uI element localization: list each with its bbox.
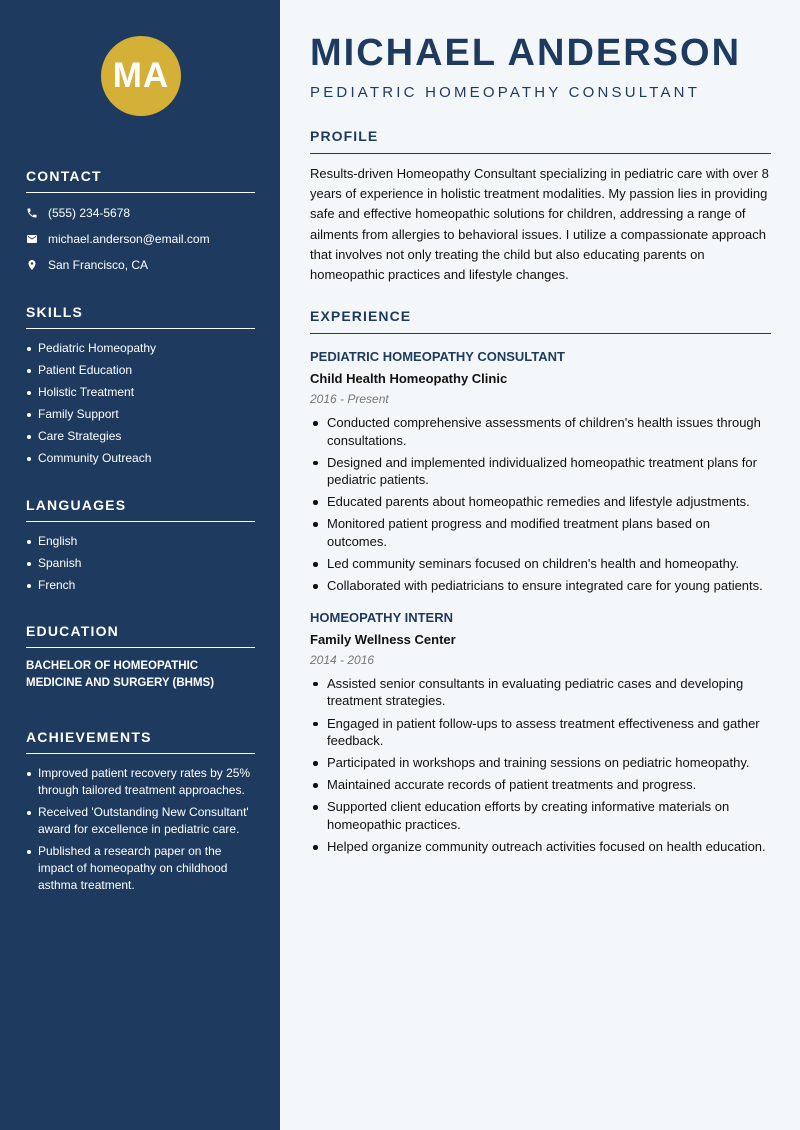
job-title: PEDIATRIC HOMEOPATHY CONSULTANT: [310, 349, 565, 364]
skills-list: [26, 340, 255, 467]
phone-text: (555) 234-5678: [48, 206, 131, 220]
job-bullet: Assisted senior consultants in evaluating pediatric cases and developing treatment strategies.: [310, 675, 771, 710]
job-bullet: Educated parents about homeopathic remedies and lifestyle adjustments.: [310, 493, 771, 511]
sidebar: [0, 0, 280, 1130]
language-item: Spanish: [26, 555, 255, 572]
job-bullet: Led community seminars focused on children's health and homeopathy.: [310, 555, 771, 573]
job-bullets: [310, 675, 771, 856]
skill-item: Pediatric Homeopathy: [26, 340, 255, 357]
contact-list: [26, 205, 255, 273]
skill-item: Community Outreach: [26, 450, 255, 467]
experience-heading: EXPERIENCE: [310, 308, 771, 334]
job-dates: 2016 - Present: [310, 392, 389, 406]
profile-heading: PROFILE: [310, 128, 771, 154]
job-bullet: Designed and implemented individualized homeopathic treatment plans for pediatric patients.: [310, 454, 771, 489]
location-text: San Francisco, CA: [48, 258, 149, 272]
job-company: Family Wellness Center: [310, 631, 456, 647]
experience-section: [310, 308, 771, 860]
education-degree: BACHELOR OF HOMEOPATHIC MEDICINE AND SURGERY (BHMS): [26, 660, 215, 689]
candidate-role: PEDIATRIC HOMEOPATHY CONSULTANT: [310, 84, 701, 101]
job-bullet: Maintained accurate records of patient treatments and progress.: [310, 776, 771, 794]
achievements-list: [26, 765, 255, 894]
avatar-initials: MA: [112, 56, 170, 95]
job-title: HOMEOPATHY INTERN: [310, 609, 454, 625]
contact-phone: [26, 205, 255, 221]
avatar: [101, 36, 181, 116]
languages-heading: LANGUAGES: [26, 497, 255, 522]
job-bullet: Conducted comprehensive assessments of children's health issues through consultations.: [310, 414, 771, 449]
location-pin-icon: [26, 259, 38, 271]
job-bullet: Collaborated with pediatricians to ensure integrated care for young patients.: [310, 577, 771, 595]
skill-item: Patient Education: [26, 362, 255, 379]
phone-icon: [26, 207, 38, 219]
languages-list: [26, 533, 255, 594]
profile-text: Results-driven Homeopathy Consultant specializing in pediatric care with over 8 years of experience in holistic treatment modalities. My passion lies in providing safe and effective homeopathic solutions for children, addressing a range of ailments from allergies to behavioral issues. I utilize a compassionate approach that involves not only treating the child but also educating parents on homeopathic practices and lifestyle changes.: [310, 166, 769, 283]
skills-heading: SKILLS: [26, 304, 255, 329]
contact-heading: CONTACT: [26, 168, 255, 193]
profile-section: [310, 128, 771, 285]
job-bullet: Participated in workshops and training sessions on pediatric homeopathy.: [310, 754, 771, 772]
skill-item: Holistic Treatment: [26, 384, 255, 401]
achievement-item: Improved patient recovery rates by 25% through tailored treatment approaches.: [26, 765, 255, 799]
candidate-name: MICHAEL ANDERSON: [310, 32, 742, 74]
skill-item: Care Strategies: [26, 428, 255, 445]
job-entry: [310, 349, 771, 595]
education-section: [26, 623, 255, 692]
languages-section: [26, 497, 255, 599]
achievement-item: Published a research paper on the impact of homeopathy on childhood asthma treatment.: [26, 843, 255, 894]
job-bullets: [310, 414, 771, 595]
contact-location: [26, 257, 255, 273]
achievements-heading: ACHIEVEMENTS: [26, 729, 255, 754]
email-icon: [26, 233, 38, 245]
achievements-section: [26, 729, 255, 899]
job-bullet: Monitored patient progress and modified treatment plans based on outcomes.: [310, 515, 771, 550]
job-entry: [310, 610, 771, 856]
language-item: French: [26, 577, 255, 594]
job-dates: 2014 - 2016: [310, 652, 375, 667]
job-bullet: Helped organize community outreach activities focused on health education.: [310, 838, 771, 856]
contact-section: [26, 168, 255, 273]
education-heading: EDUCATION: [26, 623, 255, 648]
skills-section: [26, 304, 255, 472]
job-bullet: Engaged in patient follow-ups to assess treatment effectiveness and gather feedback.: [310, 715, 771, 750]
contact-email: [26, 231, 255, 247]
skill-item: Family Support: [26, 406, 255, 423]
email-text: michael.anderson@email.com: [48, 232, 210, 246]
job-bullet: Supported client education efforts by creating informative materials on homeopathic practices.: [310, 798, 771, 833]
job-company: Child Health Homeopathy Clinic: [310, 371, 508, 386]
achievement-item: Received 'Outstanding New Consultant' award for excellence in pediatric care.: [26, 804, 255, 838]
language-item: English: [26, 533, 255, 550]
